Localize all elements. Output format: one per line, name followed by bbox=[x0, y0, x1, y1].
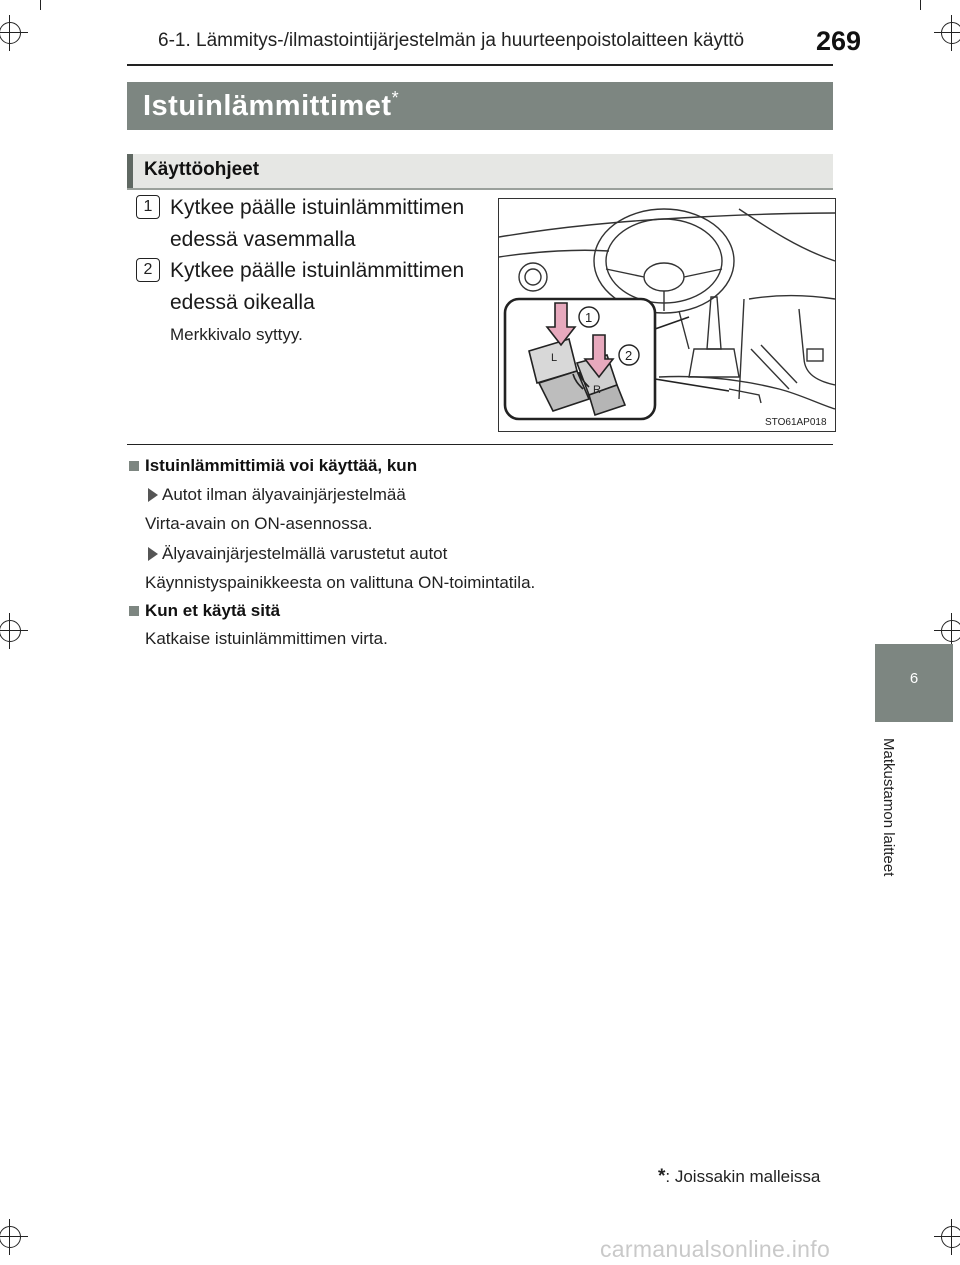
usage-detail-2: Käynnistyspainikkeesta on valittuna ON-toimintatila. bbox=[145, 573, 536, 592]
step-2-badge: 2 bbox=[136, 258, 160, 282]
chapter-tab bbox=[875, 644, 953, 722]
gear-lever-icon bbox=[707, 297, 721, 349]
subsection-accent bbox=[127, 154, 133, 188]
seat-tab bbox=[807, 349, 823, 361]
crop-mark-mid-left bbox=[0, 620, 21, 642]
step-2-line-1: Kytkee päälle istuinlämmittimen bbox=[170, 259, 465, 282]
triangle-bullet-icon bbox=[148, 488, 158, 502]
dashboard-drawing bbox=[499, 199, 835, 431]
switch-label-left: L bbox=[551, 352, 558, 364]
subsection-title: Käyttöohjeet bbox=[144, 159, 260, 180]
step-1-text bbox=[170, 192, 464, 256]
switch-slot bbox=[729, 389, 761, 403]
usage-detail-1: Virta-avain on ON-asennossa. bbox=[145, 514, 373, 533]
usage-condition-1: Autot ilman älyavainjärjestelmää bbox=[162, 485, 406, 504]
off-heading: Kun et käytä sitä bbox=[145, 601, 281, 620]
steering-hub bbox=[644, 263, 684, 291]
page-number: 269 bbox=[816, 26, 862, 56]
handbrake-icon bbox=[751, 345, 797, 389]
step-1-line-1: Kytkee päälle istuinlämmittimen bbox=[170, 196, 465, 219]
off-detail: Katkaise istuinlämmittimen virta. bbox=[145, 629, 388, 648]
bullet-square-icon bbox=[129, 461, 139, 471]
footnote bbox=[658, 1166, 820, 1188]
crop-mark-mid-right bbox=[941, 620, 960, 642]
section-title-text: Istuinlämmittimet bbox=[143, 90, 392, 122]
footnote-asterisk: * bbox=[658, 1166, 666, 1187]
crop-mark-top-right bbox=[941, 22, 960, 44]
trim-line bbox=[920, 0, 921, 10]
step-1-line-2: edessä vasemmalla bbox=[170, 228, 356, 251]
step-1-badge: 1 bbox=[136, 195, 160, 219]
crop-mark-bottom-right bbox=[941, 1226, 960, 1248]
chapter-tab-label: Matkustamon laitteet bbox=[880, 738, 897, 877]
seat-top bbox=[749, 296, 835, 299]
illustration-code: STO61AP018 bbox=[765, 417, 827, 428]
chapter-tab-number: 6 bbox=[909, 670, 919, 687]
triangle-bullet-icon bbox=[148, 547, 158, 561]
callout-2-label: 2 bbox=[625, 348, 633, 363]
chapter-title: 6-1. Lämmitys-/ilmastointijärjestelmän ja huurteenpoistolaitteen käyttö bbox=[158, 30, 745, 51]
inset-leader bbox=[655, 379, 729, 391]
switch-label-right: R bbox=[593, 384, 601, 396]
console-edge bbox=[739, 209, 835, 261]
crop-mark-top-left bbox=[0, 22, 21, 44]
bullet-square-icon bbox=[129, 606, 139, 616]
section-banner bbox=[127, 82, 833, 130]
dash-trim bbox=[499, 250, 609, 257]
header-rule bbox=[127, 64, 833, 66]
step-2-line-2: edessä oikealla bbox=[170, 291, 315, 314]
usage-heading: Istuinlämmittimiä voi käyttää, kun bbox=[145, 456, 418, 475]
dashboard-line bbox=[499, 213, 835, 237]
left-vent-inner bbox=[525, 269, 541, 285]
section-title bbox=[143, 90, 399, 123]
gear-base bbox=[689, 349, 739, 377]
callout-1-label: 1 bbox=[585, 310, 593, 325]
step-note: Merkkivalo syttyy. bbox=[170, 325, 303, 344]
subsection-bar bbox=[127, 154, 833, 190]
asterisk-mark: * bbox=[391, 88, 400, 108]
trim-line bbox=[40, 0, 41, 10]
left-vent-icon bbox=[519, 263, 547, 291]
content-divider bbox=[127, 444, 833, 445]
seat-heater-illustration bbox=[498, 198, 836, 432]
footnote-text: : Joissakin malleissa bbox=[665, 1167, 821, 1186]
step-2-text bbox=[170, 255, 464, 319]
watermark: carmanualsonline.info bbox=[600, 1236, 831, 1262]
usage-condition-2: Älyavainjärjestelmällä varustetut autot bbox=[162, 544, 448, 563]
crop-mark-bottom-left bbox=[0, 1226, 21, 1248]
